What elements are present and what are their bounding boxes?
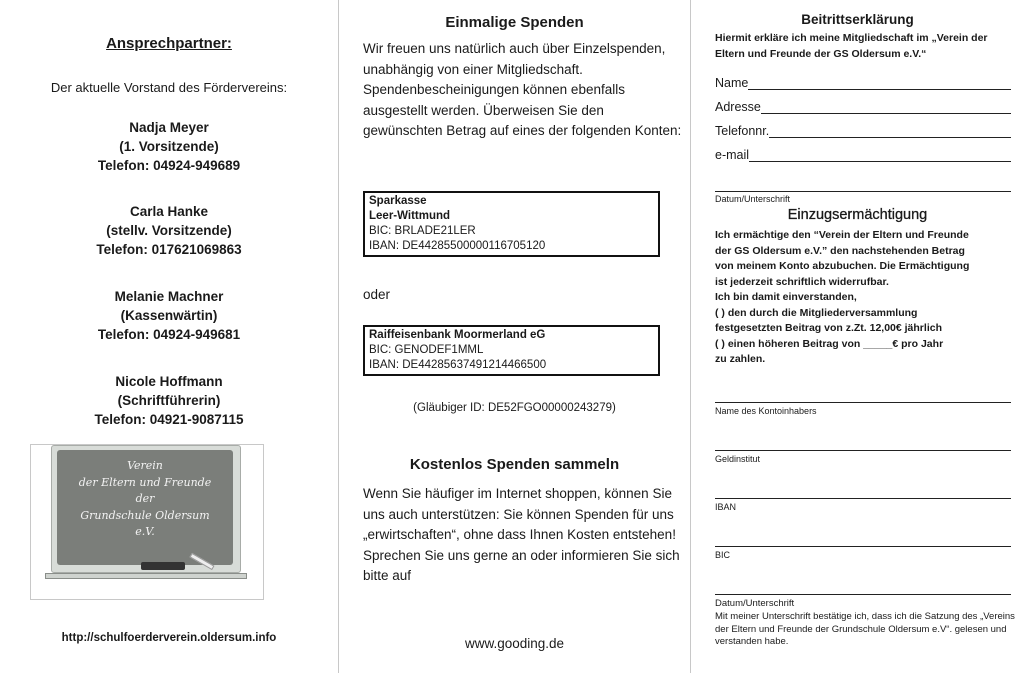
free-donation-text: Wenn Sie häufiger im Internet shoppen, können Sie uns auch unterstützen: Sie können Spenden für uns „erwirtschaften“, ohne dass Ihnen Kosten entstehen! Sprechen Sie uns gerne an oder informieren Sie sich bitte auf [363, 486, 680, 583]
mandate-text: Ich ermächtige den “Verein der Eltern und Freunde der GS Oldersum e.V.” den nachstehenden Betrag von meinem Konto abzubuchen. Die Ermächtigung ist jederzeit schriftlich widerrufbar. Ich bin damit einverstanden, ( ) den durch die Mitgliederversammlung festgesetzten Beitrag von z.Zt. 12,00€ jährlich ( ) einen höheren Beitrag von _____€ pro Jahr zu zahlen. [715, 228, 1020, 368]
contacts-title: Ansprechpartner: [106, 35, 232, 52]
contact-role: (Schriftführerin) [117, 393, 221, 408]
option-default-fee[interactable]: ( ) den durch die Mitgliederversammlung [715, 306, 918, 319]
email-input-line[interactable] [749, 147, 1011, 162]
contact-person [0, 372, 338, 429]
iban-line[interactable] [715, 498, 1011, 499]
contact-phone: Telefon: 04924-949689 [97, 158, 241, 173]
iban-label: IBAN [715, 502, 737, 512]
contact-person [0, 287, 338, 344]
contact-name: Carla Hanke [129, 204, 209, 219]
chalkboard-ledge [45, 573, 247, 579]
bic-line[interactable] [715, 546, 1011, 547]
free-donation-title: Kostenlos Spenden sammeln [409, 456, 620, 473]
contact-phone: Telefon: 04921-9087115 [94, 412, 244, 427]
phone-input-line[interactable] [769, 123, 1011, 138]
board-intro: Der aktuelle Vorstand des Fördervereins: [50, 80, 288, 95]
phone-field[interactable] [715, 122, 1011, 138]
creditor-id: (Gläubiger ID: DE52FGO00000243279) [413, 402, 616, 414]
email-field[interactable] [715, 146, 1011, 162]
name-input-line[interactable] [748, 75, 1011, 90]
or-text: oder [363, 287, 391, 302]
mandate-title: Einzugsermächtigung [787, 207, 928, 223]
bank-iban: IBAN: DE44285500000116705120 [369, 240, 546, 252]
eraser-icon [141, 562, 185, 570]
membership-title: Beitrittserklärung [801, 12, 914, 27]
chalkboard-logo [30, 444, 264, 600]
option-higher-fee[interactable]: ( ) einen höheren Beitrag von _____€ pro Jahr [715, 337, 944, 350]
gooding-link[interactable]: www.gooding.de [464, 636, 565, 651]
field-label: Adresse [715, 100, 761, 114]
bic-label: BIC [715, 550, 731, 560]
bank-institute-line[interactable] [715, 450, 1011, 451]
contact-name: Nadja Meyer [129, 120, 209, 135]
donations-panel [339, 0, 690, 673]
membership-declaration: Hiermit erkläre ich meine Mitgliedschaft im „Verein der Eltern und Freunde der GS Oldersum e.V.“ [715, 32, 988, 60]
contact-role: (Kassenwärtin) [120, 308, 218, 323]
chalkboard-frame [51, 445, 241, 573]
contact-person [0, 118, 338, 175]
address-input-line[interactable] [761, 99, 1011, 114]
contact-person [0, 202, 338, 259]
account-holder-line[interactable] [715, 402, 1011, 403]
membership-form-panel [691, 0, 1024, 673]
address-field[interactable] [715, 98, 1011, 114]
field-label: Telefonnr. [715, 124, 770, 138]
contacts-panel [0, 0, 338, 673]
name-field[interactable] [715, 74, 1011, 90]
bank-institute-label: Geldinstitut [715, 454, 761, 464]
website-link[interactable]: http://schulfoerderverein.oldersum.info [61, 632, 277, 644]
donation-title: Einmalige Spenden [445, 14, 584, 31]
contact-role: (1. Vorsitzende) [119, 139, 219, 154]
statute-confirmation: Mit meiner Unterschrift bestätige ich, dass ich die Satzung des „Vereins der Eltern und Freunde der Grundschule Oldersum e.V“. gelesen und verstanden habe. [715, 611, 1015, 647]
chalkboard [57, 450, 233, 565]
signature-label: Datum/Unterschrift [715, 194, 791, 204]
contact-name: Nicole Hoffmann [115, 374, 223, 389]
bank-bic: BIC: GENODEF1MML [369, 344, 484, 356]
contact-role: (stellv. Vorsitzende) [106, 223, 232, 238]
bank-name: Sparkasse [369, 195, 427, 207]
signature-line-2[interactable] [715, 594, 1011, 595]
signature-label-2: Datum/Unterschrift [715, 598, 795, 609]
contact-phone: Telefon: 04924-949681 [97, 327, 241, 342]
signature-line[interactable] [715, 191, 1011, 192]
field-label: Name [715, 76, 749, 90]
bank-name-line2: Leer-Wittmund [369, 210, 451, 222]
bank-account-box [363, 191, 660, 257]
contact-name: Melanie Machner [114, 289, 224, 304]
donation-text: Wir freuen uns natürlich auch über Einzelspenden, unabhängig von einer Mitgliedschaft. Spendenbescheinigungen können ebenfalls ausgestellt werden. Überweisen Sie den gewünschten Betrag auf eines der folgenden Konten: [363, 41, 682, 138]
bank-account-box [363, 325, 660, 376]
account-holder-label: Name des Kontoinhabers [715, 406, 817, 416]
bank-bic: BIC: BRLADE21LER [369, 225, 476, 237]
bank-name: Raiffeisenbank Moormerland eG [369, 329, 546, 341]
contact-phone: Telefon: 017621069863 [96, 242, 242, 257]
field-label: e-mail [715, 148, 750, 162]
bank-iban: IBAN: DE44285637491214466500 [369, 359, 547, 371]
logo-text: Verein der Eltern und Freunde der Grundschule Oldersum e.V. [78, 459, 212, 538]
